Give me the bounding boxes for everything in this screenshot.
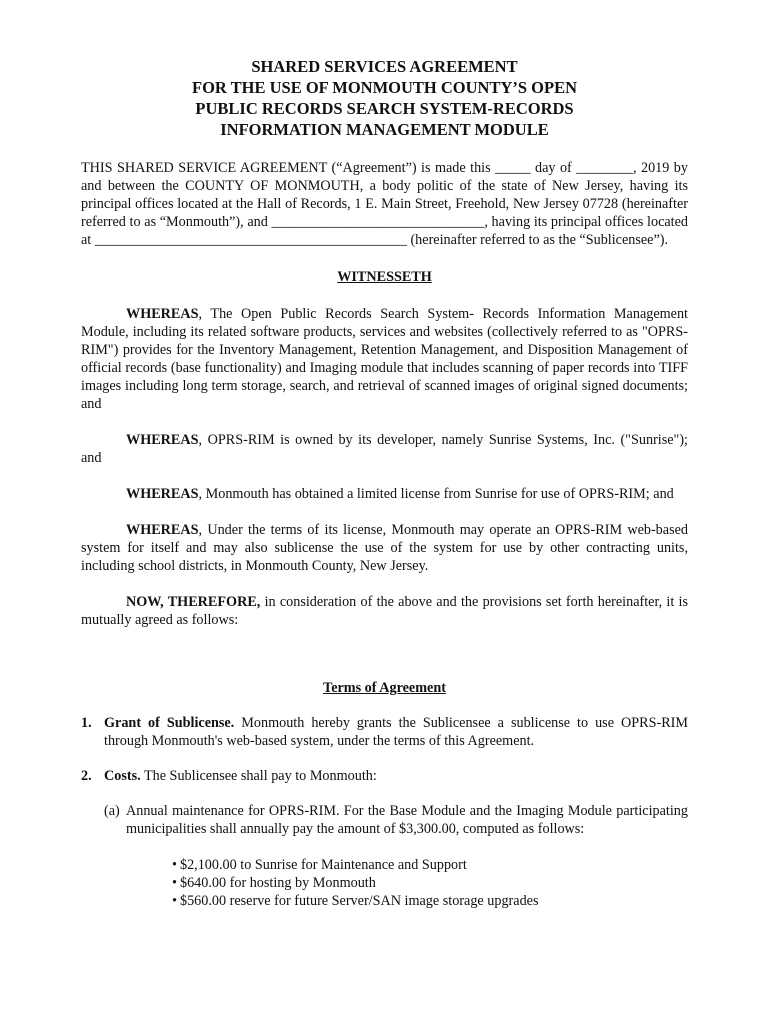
list-item <box>172 856 688 874</box>
recital-4-lead: WHEREAS <box>126 522 199 538</box>
title-line-3: PUBLIC RECORDS SEARCH SYSTEM-RECORDS <box>195 99 574 118</box>
recital-4 <box>81 521 688 575</box>
now-therefore-paragraph <box>81 593 688 629</box>
term-item-2 <box>81 767 688 785</box>
terms-heading: Terms of Agreement <box>323 680 446 696</box>
term-item-2-lead: Costs. <box>104 768 141 784</box>
recital-1-lead: WHEREAS <box>126 306 199 322</box>
recital-2 <box>81 431 688 467</box>
recital-3-lead: WHEREAS <box>126 486 199 502</box>
title-line-4: INFORMATION MANAGEMENT MODULE <box>220 120 549 139</box>
recital-1-text: , The Open Public Records Search System- Records Information Management Module, including its related software products, services and websites (collectively referred to as "OPRS-RIM") provides for the Inventory Management, Retention Management, and Disposition Management of official records (base functionality) and Imaging module that includes scanning of paper records into TIFF images including long term storage, search, and retrieval of scanned images of original signed documents; and <box>81 306 688 412</box>
term-item-2-body <box>104 767 688 785</box>
witnesseth-heading: WITNESSETH <box>337 269 432 285</box>
now-therefore-text: in consideration of the above and the provisions set forth hereinafter, it is mutually agreed as follows: <box>81 594 688 628</box>
list-item-text: $640.00 for hosting by Monmouth <box>179 875 376 891</box>
intro-paragraph: THIS SHARED SERVICE AGREEMENT (“Agreement”) is made this _____ day of ________, 2019 by and between the COUNTY OF MONMOUTH, a body politic of the state of New Jersey, having its principal offices located at the Hall of Records, 1 E. Main Street, Freehold, New Jersey 07728 (hereinafter referred to as “Monmouth”), and ______________________________, having its principal offices located at ____________________________________________ (hereinafter referred to as the “Sublicensee”). <box>81 160 688 248</box>
recital-4-text: , Under the terms of its license, Monmouth may operate an OPRS-RIM web-based system for itself and may also sublicense the use of the system for use by other contracting units, including school districts, in Monmouth County, New Jersey. <box>81 522 688 574</box>
recital-2-lead: WHEREAS <box>126 432 199 448</box>
recital-2-text: , OPRS-RIM is owned by its developer, namely Sunrise Systems, Inc. ("Sunrise"); and <box>81 432 688 466</box>
bullet-icon: • <box>172 857 177 873</box>
document-title <box>81 56 688 140</box>
recital-3 <box>81 485 688 503</box>
recital-1 <box>81 305 688 413</box>
document-page <box>81 56 688 910</box>
term-item-1-number: 1. <box>81 715 92 731</box>
term-item-1-body <box>104 714 688 750</box>
title-line-2: FOR THE USE OF MONMOUTH COUNTY’S OPEN <box>191 78 578 97</box>
subitem-a <box>81 802 688 838</box>
bullet-icon: • <box>172 893 177 909</box>
title-line-1: SHARED SERVICES AGREEMENT <box>251 57 518 76</box>
term-item-2-text: The Sublicensee shall pay to Monmouth: <box>140 768 377 784</box>
recital-3-text: , Monmouth has obtained a limited license from Sunrise for use of OPRS-RIM; and <box>198 486 674 502</box>
now-therefore-lead: NOW, THEREFORE, <box>126 594 261 610</box>
cost-breakdown-list <box>81 856 688 910</box>
list-item-text: $2,100.00 to Sunrise for Maintenance and Support <box>179 857 467 873</box>
term-item-2-number: 2. <box>81 768 92 784</box>
list-item <box>172 874 688 892</box>
list-item <box>172 892 688 910</box>
term-item-1 <box>81 714 688 750</box>
list-item-text: $560.00 reserve for future Server/SAN image storage upgrades <box>179 893 539 909</box>
subitem-a-text: Annual maintenance for OPRS-RIM. For the Base Module and the Imaging Module participating municipalities shall annually pay the amount of $3,300.00, computed as follows: <box>126 803 688 837</box>
term-item-1-text: Monmouth hereby grants the Sublicensee a sublicense to use OPRS-RIM through Monmouth's web-based system, under the terms of this Agreement. <box>104 715 689 749</box>
subitem-a-letter: (a) <box>104 803 120 819</box>
bullet-icon: • <box>172 875 177 891</box>
term-item-1-lead: Grant of Sublicense. <box>104 715 235 731</box>
